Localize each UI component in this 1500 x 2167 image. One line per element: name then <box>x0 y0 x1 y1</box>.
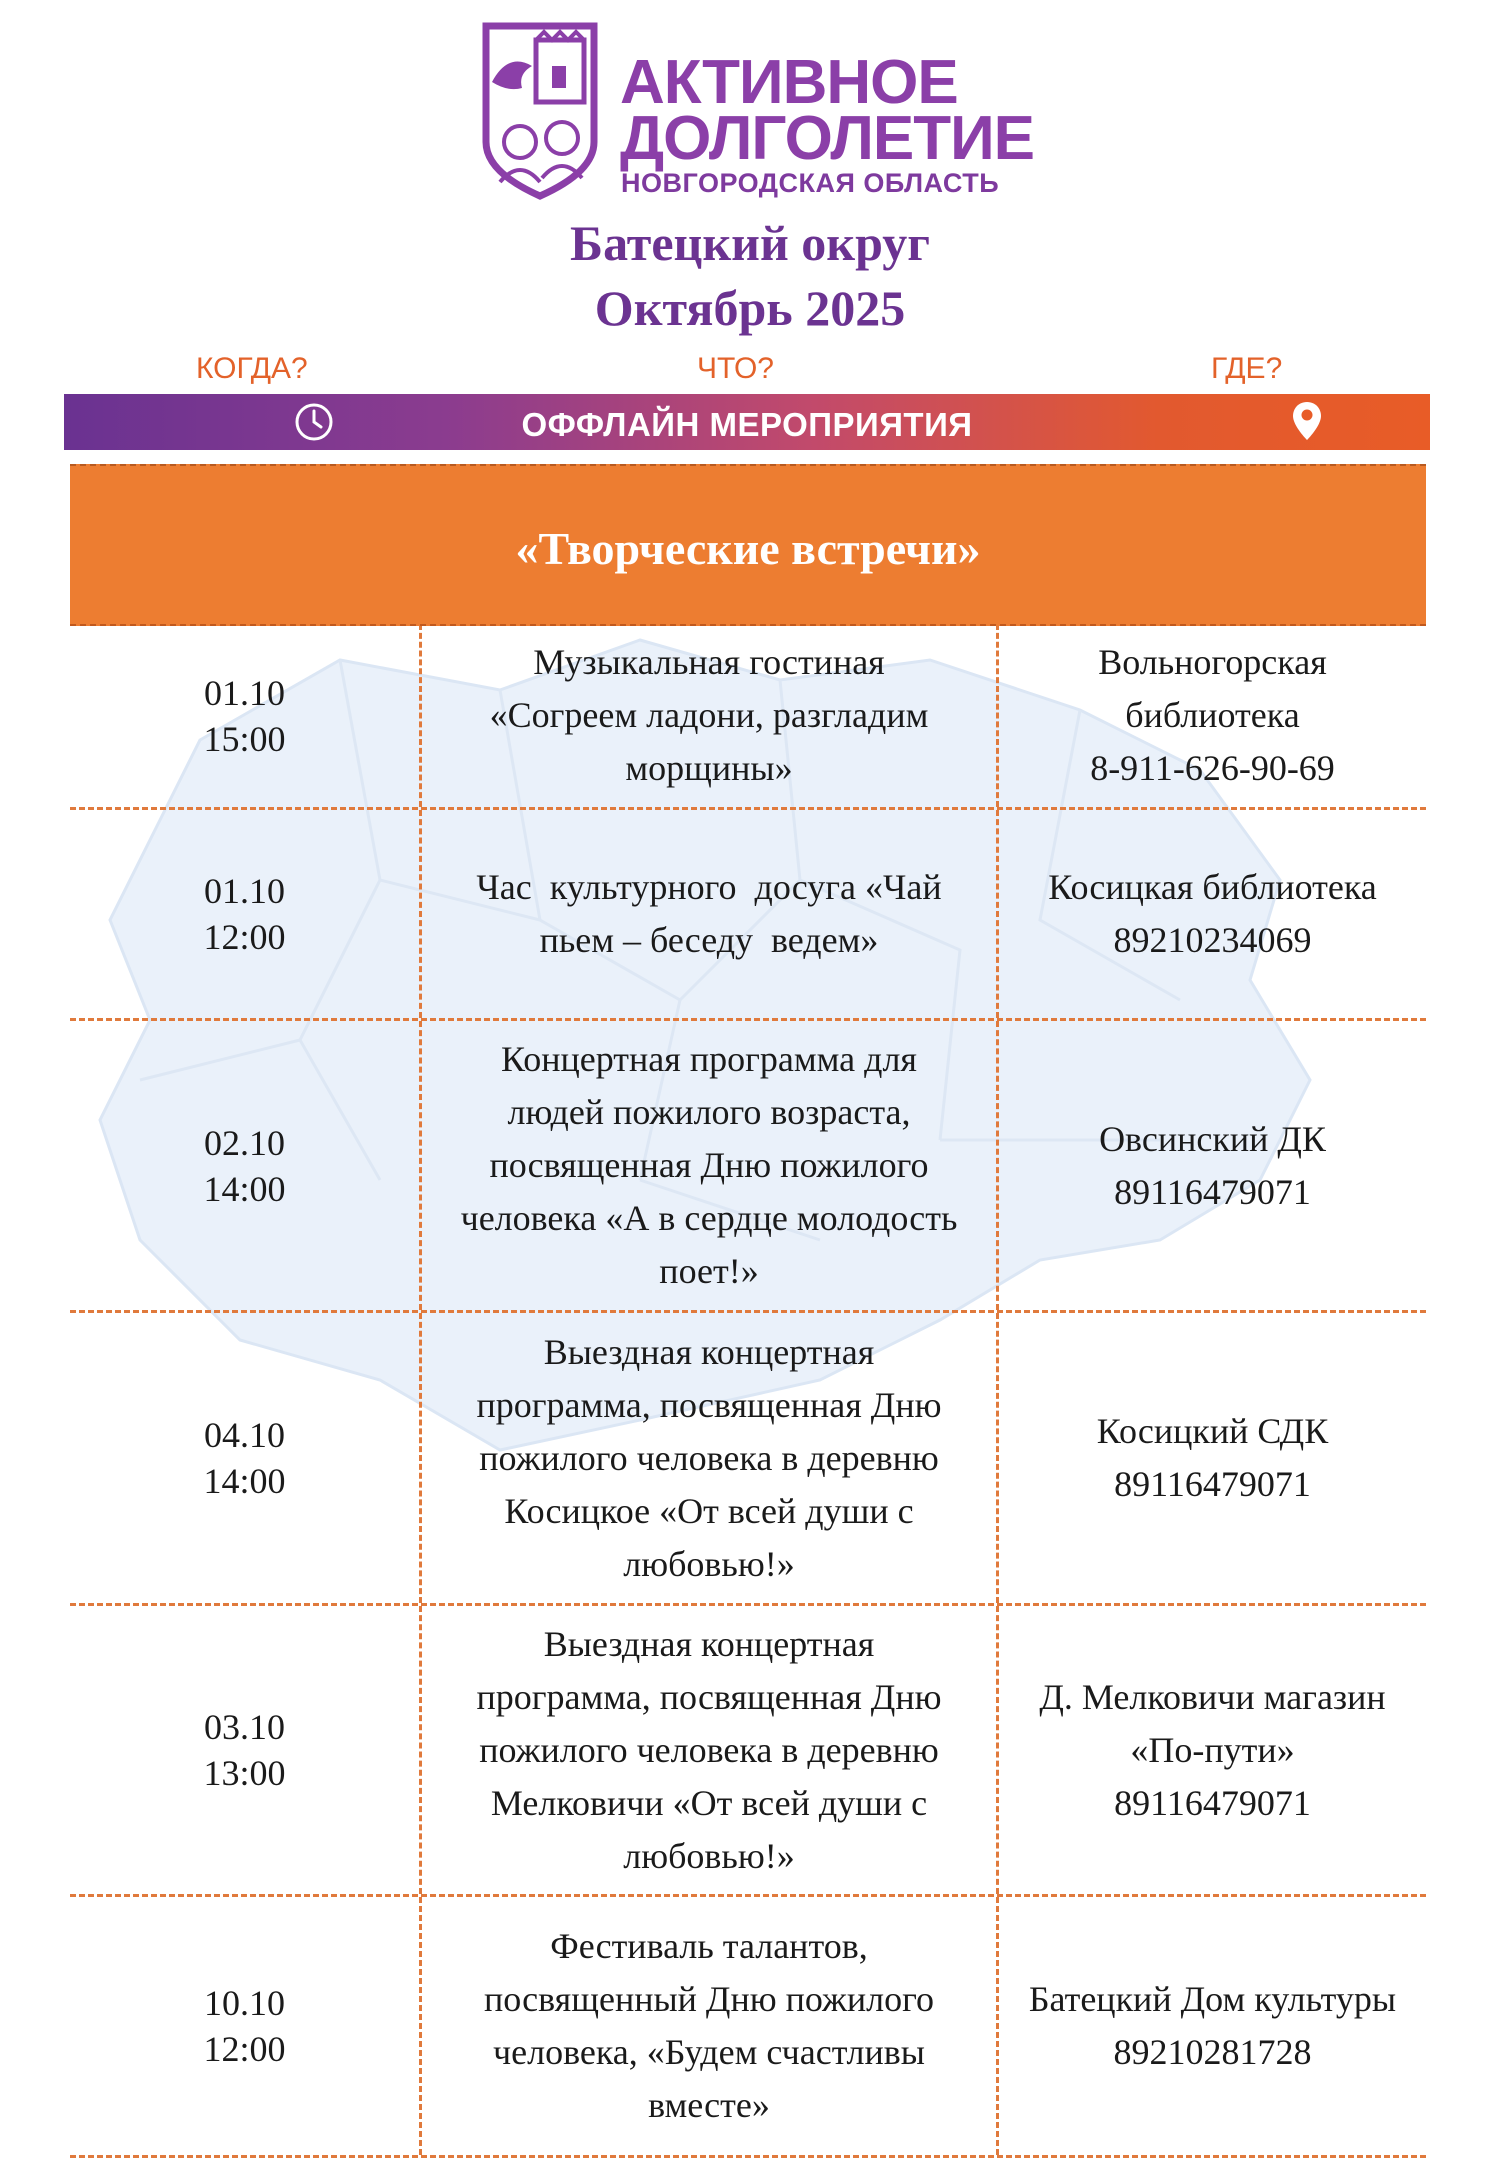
event-description-line: любовью!» <box>623 1835 795 1876</box>
column-question-where: ГДЕ? <box>1211 352 1283 385</box>
brand-logo <box>478 22 1038 200</box>
event-description-line: Час культурного досуга «Чай <box>476 867 942 907</box>
event-date: 01.10 <box>204 672 285 713</box>
event-location-cell <box>999 1897 1426 2155</box>
event-location-cell <box>999 1021 1426 1310</box>
event-description-line: посвященный Дню пожилого <box>484 1979 934 2019</box>
event-location-line: «По-пути» <box>1130 1729 1295 1770</box>
event-description-line: человека «А в сердце молодость <box>460 1198 958 1238</box>
event-description-line: пьем – беседу ведем» <box>539 920 879 960</box>
event-row <box>70 1897 1426 2158</box>
event-row <box>70 810 1426 1021</box>
offline-events-banner <box>64 394 1430 450</box>
event-description-line: морщины» <box>625 748 793 788</box>
logo-emblem-icon <box>478 22 602 200</box>
event-row <box>70 1313 1426 1606</box>
event-description-line: пожилого человека в деревню <box>479 1437 939 1478</box>
event-row <box>70 1021 1426 1313</box>
event-description-line: людей пожилого возраста, <box>507 1092 911 1132</box>
logo-title-line2: ДОЛГОЛЕТИЕ <box>620 104 1035 173</box>
event-description-line: человека, «Будем счастливы <box>493 2032 925 2072</box>
column-question-when: КОГДА? <box>196 352 308 385</box>
event-time: 12:00 <box>203 917 286 957</box>
event-location-cell <box>999 1606 1426 1894</box>
event-description-cell <box>422 810 999 1018</box>
event-date: 03.10 <box>204 1707 285 1747</box>
event-description-line: «Согреем ладони, разгладим <box>489 695 929 735</box>
logo-title-line1: АКТИВНОЕ <box>620 48 958 117</box>
district-title: Батецкий округ <box>570 215 930 271</box>
event-date-cell <box>70 1021 422 1310</box>
event-phone: 89210234069 <box>1113 920 1312 960</box>
location-pin-icon <box>1291 400 1323 442</box>
event-location-line: Овсинский ДК <box>1099 1118 1326 1159</box>
event-location-line: Вольногорская <box>1098 642 1327 682</box>
logo-subtitle: НОВГОРОДСКАЯ ОБЛАСТЬ <box>621 168 1000 198</box>
event-phone: 89210281728 <box>1113 2032 1312 2072</box>
event-location-line: Д. Мелковичи магазин <box>1039 1676 1386 1717</box>
event-date-cell <box>70 624 422 807</box>
event-phone: 8-911-626-90-69 <box>1090 748 1335 788</box>
event-description-cell <box>422 1897 999 2155</box>
event-description-line: пожилого человека в деревню <box>479 1729 939 1770</box>
column-question-what: ЧТО? <box>697 352 774 385</box>
event-description-line: Мелковичи «От всей души с <box>490 1782 928 1823</box>
event-location-cell <box>999 810 1426 1018</box>
event-description-line: посвященная Дню пожилого <box>489 1145 929 1185</box>
event-date-cell <box>70 1897 422 2155</box>
event-description-line: Выездная концертная <box>543 1331 875 1372</box>
event-phone: 89116479071 <box>1114 1171 1311 1212</box>
event-description-line: Выездная концертная <box>543 1623 875 1664</box>
event-description-cell <box>422 1021 999 1310</box>
event-time: 15:00 <box>203 718 286 759</box>
event-description-cell <box>422 1606 999 1894</box>
event-description-line: любовью!» <box>623 1543 795 1584</box>
event-time: 13:00 <box>203 1753 286 1793</box>
events-table <box>70 624 1426 2158</box>
event-description-cell <box>422 1313 999 1603</box>
event-phone: 89116479071 <box>1114 1782 1311 1823</box>
event-location-line: Косицкая библиотека <box>1048 867 1377 907</box>
event-time: 14:00 <box>203 1461 286 1501</box>
event-description-cell <box>422 624 999 807</box>
event-description-line: поет!» <box>659 1251 759 1291</box>
event-description-line: Фестиваль талантов, <box>550 1926 868 1966</box>
event-location-cell <box>999 1313 1426 1603</box>
event-location-line: Батецкий Дом культуры <box>1028 1979 1397 2019</box>
event-date: 10.10 <box>204 1983 285 2023</box>
event-location-line: Косицкий СДК <box>1096 1411 1329 1451</box>
event-date: 02.10 <box>204 1122 285 1163</box>
month-title: Октябрь 2025 <box>594 280 906 336</box>
event-date: 04.10 <box>204 1415 285 1455</box>
event-description-line: программа, посвященная Дню <box>476 1676 942 1717</box>
event-description-line: Музыкальная гостиная <box>533 642 885 682</box>
event-date: 01.10 <box>204 871 285 911</box>
event-date-cell <box>70 1313 422 1603</box>
event-row <box>70 1606 1426 1897</box>
event-date-cell <box>70 1606 422 1894</box>
section-header <box>70 464 1426 626</box>
event-description-line: Косицкое «От всей души с <box>504 1490 914 1531</box>
event-date-cell <box>70 810 422 1018</box>
event-time: 14:00 <box>203 1168 286 1209</box>
section-title: «Творческие встречи» <box>515 522 981 574</box>
banner-title: ОФФЛАЙН МЕРОПРИЯТИЯ <box>521 406 973 443</box>
event-description-line: вместе» <box>648 2085 770 2125</box>
event-phone: 89116479071 <box>1114 1464 1311 1504</box>
event-location-cell <box>999 624 1426 807</box>
event-description-line: программа, посвященная Дню <box>476 1384 942 1425</box>
event-time: 12:00 <box>203 2029 286 2069</box>
event-description-line: Концертная программа для <box>501 1039 917 1079</box>
event-location-line: библиотека <box>1125 695 1300 735</box>
event-row <box>70 624 1426 810</box>
